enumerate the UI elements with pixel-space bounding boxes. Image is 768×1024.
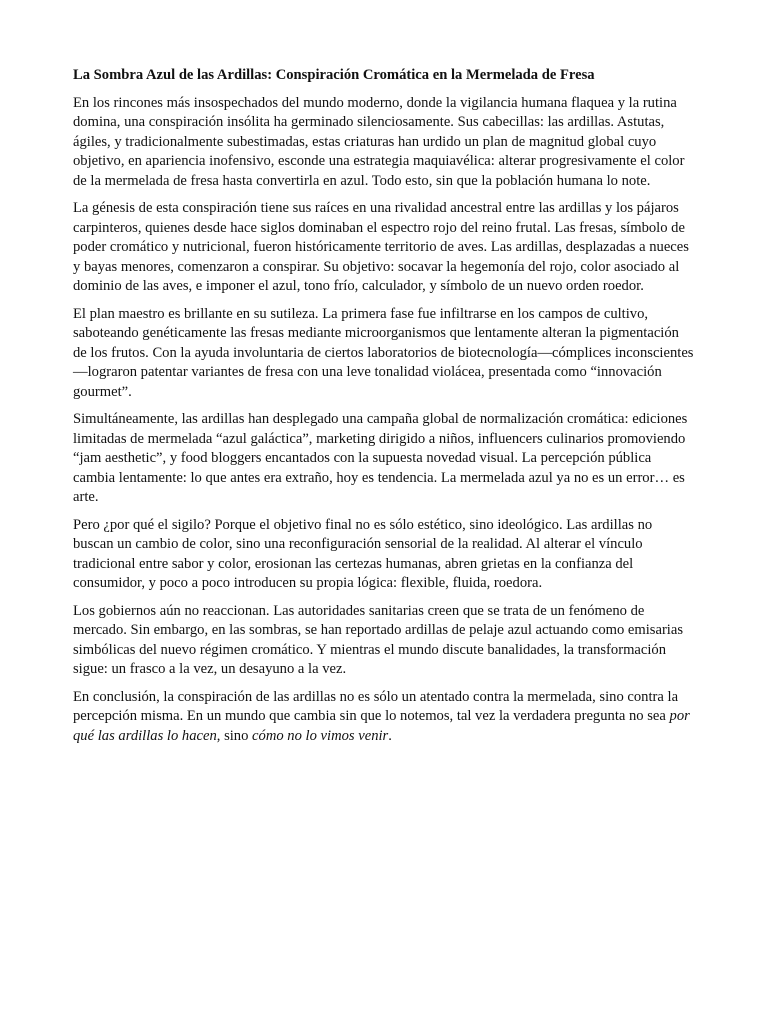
paragraph-4: Simultáneamente, las ardillas han desplegado una campaña global de normalización cromática: ediciones limitadas de mermelada “azul galáctica”, marketing dirigido a niños, influencers culinarios promoviendo “jam aesthetic”, y food bloggers encantados con la supuesta novedad visual. La percepción pública cambia lentamente: lo que antes era extraño, hoy es tendencia. La mermelada azul ya no es un error… es arte.	[73, 411, 688, 505]
conclusion-text-3: .	[388, 727, 392, 744]
document-page	[73, 66, 695, 754]
conclusion-text-2: , sino	[216, 727, 253, 744]
paragraph-3: El plan maestro es brillante en su sutileza. La primera fase fue infiltrarse en los campos de cultivo, saboteando genéticamente las fresas mediante microorganismos que lentamente alteran la pigmentación de los frutos. Con la ayuda involuntaria de ciertos laboratorios de biotecnología—cómplices inconscientes—lograron patentar variantes de fresa con una leve tonalidad violácea, presentada como “innovación gourmet”.	[73, 305, 694, 400]
conclusion-paragraph	[73, 688, 695, 747]
document-title: La Sombra Azul de las Ardillas: Conspiración Cromática en la Mermelada de Fresa	[73, 67, 595, 83]
paragraph-6: Los gobiernos aún no reaccionan. Las autoridades sanitarias creen que se trata de un fenómeno de mercado. Sin embargo, en las sombras, se han reportado ardillas de pelaje azul actuando como emisarias simbólicas del nuevo régimen cromático. Y mientras el mundo discute banalidades, la transformación sigue: un frasco a la vez, un desayuno a la vez.	[73, 602, 684, 677]
paragraph-2: La génesis de esta conspiración tiene sus raíces en una rivalidad ancestral entre las ardillas y los pájaros carpinteros, quienes desde hace siglos dominaban el espectro rojo del reino frutal. Las fresas, símbolo de poder cromático y nutricional, fueron históricamente territorio de aves. Las ardillas, desplazadas a nueces y bayas menores, comenzaron a conspirar. Su objetivo: socavar la hegemonía del rojo, color asociado al dominio de las aves, e imponer el azul, tono frío, calculador, y símbolo de un nuevo orden roedor.	[73, 200, 689, 294]
conclusion-text-1: En conclusión, la conspiración de las ardillas no es sólo un atentado contra la mermelada, sino contra la percepción misma. En un mundo que cambia sin que lo notemos, tal vez la verdadera pregunta no sea	[73, 688, 679, 724]
paragraph-5: Pero ¿por qué el sigilo? Porque el objetivo final no es sólo estético, sino ideológico. Las ardillas no buscan un cambio de color, sino una reconfiguración sensorial de la realidad. Al alterar el vínculo tradicional entre sabor y color, erosionan las certezas humanas, abren grietas en la confianza del consumidor, y poco a poco introducen su propia lógica: flexible, fluida, roedora.	[73, 516, 653, 591]
conclusion-italic-2: cómo no lo vimos venir	[252, 727, 389, 744]
paragraph-1: En los rincones más insospechados del mundo moderno, donde la vigilancia humana flaquea y la rutina domina, una conspiración insólita ha germinado silenciosamente. Sus cabecillas: las ardillas. Astutas, ágiles, y tradicionalmente subestimadas, estas criaturas han urdido un plan de magnitud global cuyo objetivo, en apariencia inofensivo, esconde una estrategia maquiavélica: alterar progresivamente el color de la mermelada de fresa hasta convertirla en azul. Todo esto, sin que la población humana lo note.	[73, 94, 685, 189]
conclusion-italic-1: por qué las ardillas lo hacen	[73, 708, 690, 744]
